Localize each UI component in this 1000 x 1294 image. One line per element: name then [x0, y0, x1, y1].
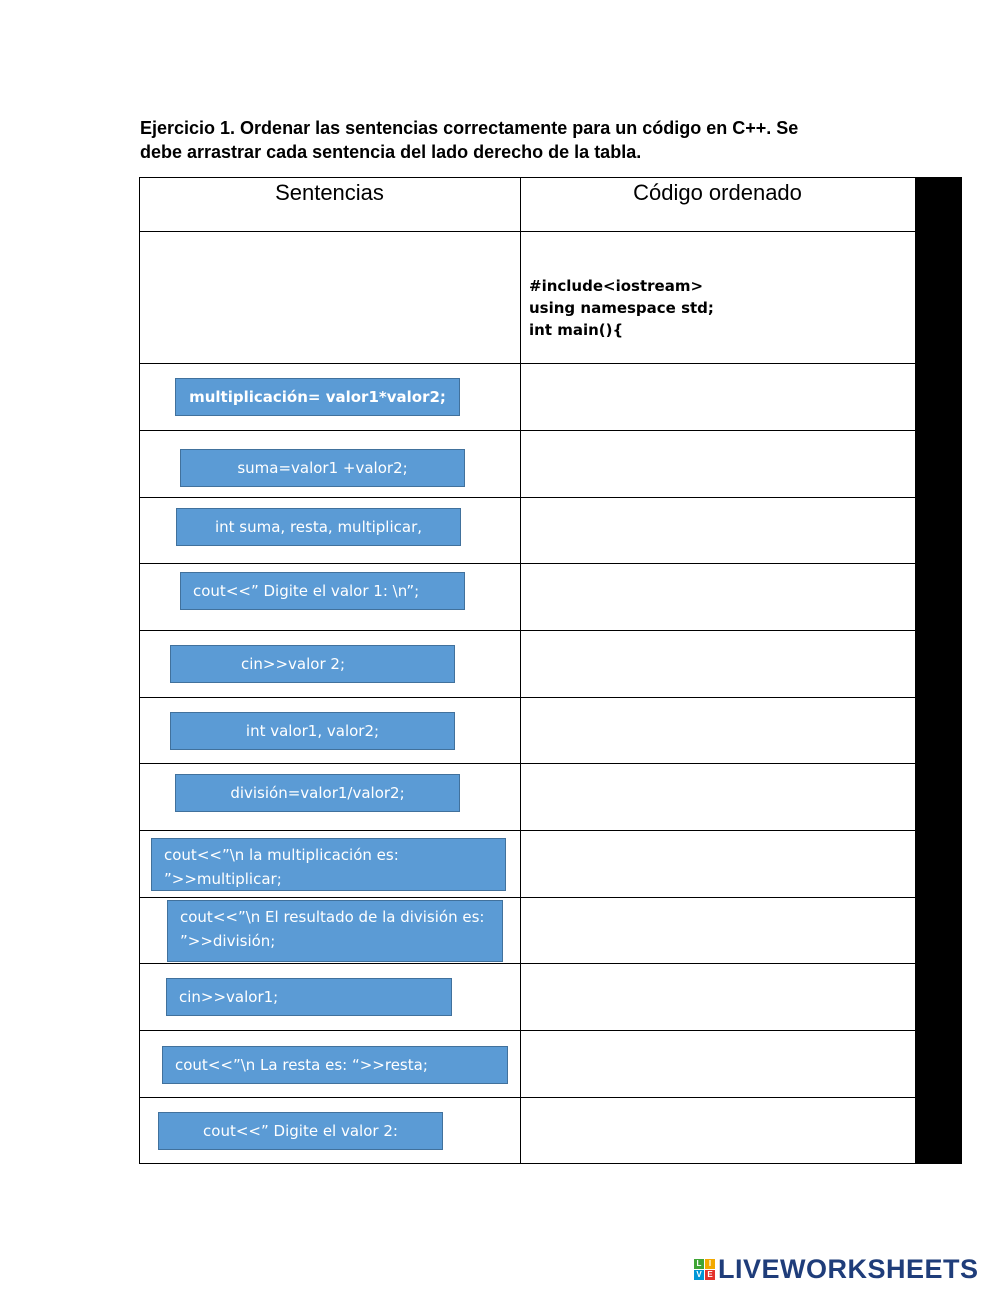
sentence-chip-line: cout<<”\n El resultado de la división es:: [180, 908, 485, 926]
logo-icon-letter: I: [705, 1259, 715, 1269]
sentence-chip-line: ”>>multiplicar;: [164, 870, 282, 888]
sentence-chip-cout-division[interactable]: [167, 900, 503, 962]
row-line: [139, 830, 916, 831]
sentence-chip-line: ”>>división;: [180, 932, 276, 950]
sentence-chip-digite-valor-2[interactable]: cout<<” Digite el valor 2:: [158, 1112, 443, 1150]
sentence-chip-line: cout<<”\n la multiplicación es:: [164, 846, 399, 864]
liveworksheets-logo-text: LIVEWORKSHEETS: [718, 1253, 979, 1284]
table-border-right: [915, 177, 916, 1164]
header-sentencias: Sentencias: [275, 180, 384, 205]
sentence-chip-declaracion-resultados[interactable]: int suma, resta, multiplicar,: [176, 508, 461, 546]
code-line: #include<iostream>: [529, 277, 704, 295]
sentence-chip-int-valores[interactable]: int valor1, valor2;: [170, 712, 455, 750]
header-codigo-ordenado: Código ordenado: [633, 180, 802, 205]
sentence-chip-cin-valor-2[interactable]: cin>>valor 2;: [170, 645, 455, 683]
sentence-chip-suma[interactable]: suma=valor1 +valor2;: [180, 449, 465, 487]
row-line: [139, 1097, 916, 1098]
code-block: [529, 275, 714, 341]
sentence-chip-cout-multiplicacion[interactable]: [151, 838, 506, 891]
sentence-chip-division[interactable]: división=valor1/valor2;: [175, 774, 460, 812]
sentence-chip-digite-valor-1[interactable]: cout<<” Digite el valor 1: \n”;: [180, 572, 465, 610]
liveworksheets-logo: [694, 1254, 979, 1284]
table-black-column: [915, 177, 962, 1164]
row-line: [139, 1163, 916, 1164]
table-border-left: [139, 177, 140, 1164]
row-line: [139, 763, 916, 764]
row-line: [139, 363, 916, 364]
code-line: using namespace std;: [529, 299, 714, 317]
instructions-line-1: Ejercicio 1. Ordenar las sentencias correctamente para un código en C++. Se: [140, 118, 799, 138]
row-line: [139, 497, 916, 498]
sentence-chip-cout-resta[interactable]: cout<<”\n La resta es: “>>resta;: [162, 1046, 508, 1084]
row-line: [139, 630, 916, 631]
row-line: [139, 1030, 916, 1031]
sentence-chip-multiplicacion[interactable]: multiplicación= valor1*valor2;: [175, 378, 460, 416]
logo-icon-letter: E: [705, 1270, 715, 1280]
code-line: int main(){: [529, 321, 624, 339]
instructions-line-2: debe arrastrar cada sentencia del lado derecho de la tabla.: [140, 142, 642, 162]
liveworksheets-logo-icon: [694, 1259, 715, 1280]
row-line: [139, 563, 916, 564]
row-line: [139, 963, 916, 964]
sentence-chip-cin-valor-1[interactable]: cin>>valor1;: [166, 978, 452, 1016]
logo-icon-letter: V: [694, 1270, 704, 1280]
instructions: [140, 116, 900, 164]
logo-icon-letter: L: [694, 1259, 704, 1269]
row-line: [139, 897, 916, 898]
table-divider: [520, 177, 521, 1164]
row-line: [139, 697, 916, 698]
row-line: [139, 430, 916, 431]
